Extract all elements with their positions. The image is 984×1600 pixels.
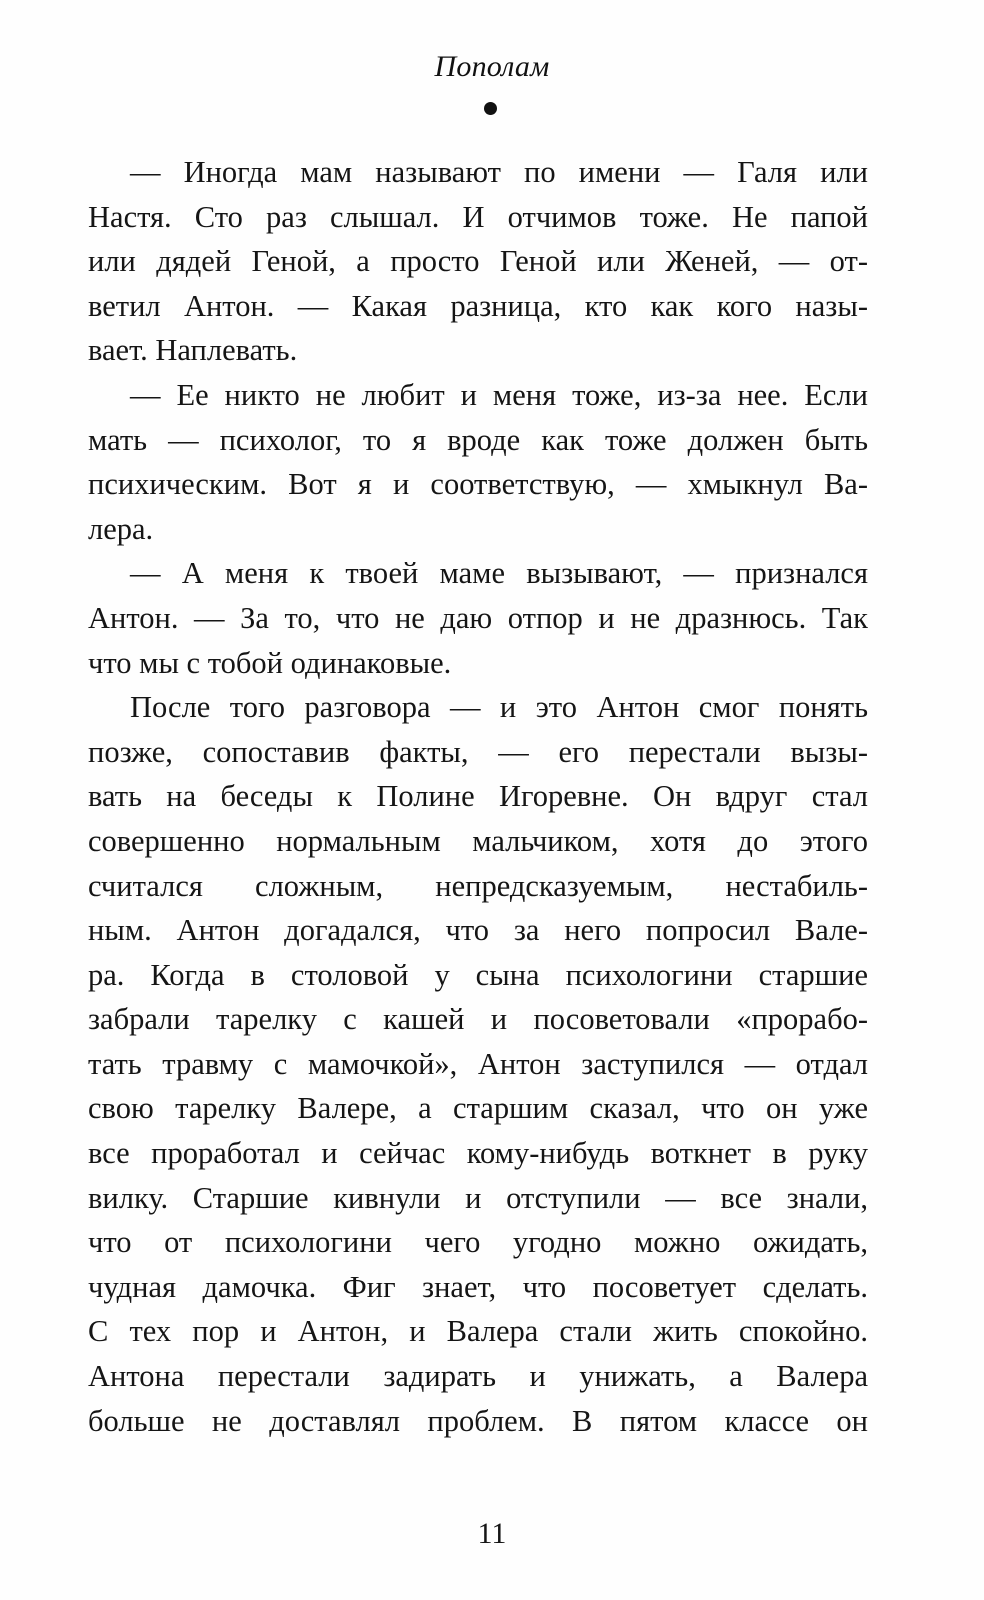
text-line: лера. [88, 511, 154, 546]
text-line: что от психологини чего угодно можно ожидать, [88, 1225, 868, 1260]
text-line: чудная дамочка. Фиг знает, что посоветует сделать. [88, 1269, 868, 1304]
text-line: считался сложным, непредсказуемым, нестабиль- [88, 868, 868, 903]
text-line: больше не доставлял проблем. В пятом классе он [88, 1403, 868, 1438]
text-line: С тех пор и Антон, и Валера стали жить спокойно. [88, 1314, 868, 1349]
text-line: свою тарелку Валере, а старшим сказал, что он уже [88, 1091, 868, 1126]
text-line: мать — психолог, то я вроде как тоже должен быть [88, 422, 868, 457]
text-line: вилку. Старшие кивнули и отступили — все знали, [88, 1180, 868, 1215]
text-line: что мы с тобой одинаковые. [88, 645, 452, 680]
text-line: психическим. Вот я и соответствую, — хмыкнул Ва- [88, 467, 868, 502]
text-line: совершенно нормальным мальчиком, хотя до этого [88, 823, 868, 858]
text-line: все проработал и сейчас кому-нибудь воткнет в руку [88, 1136, 868, 1171]
text-line: Антон. — За то, что не даю отпор и не дразнюсь. Так [88, 600, 868, 635]
page-number: 11 [477, 1517, 507, 1550]
bullet-ornament-icon [484, 102, 497, 115]
text-line: ра. Когда в столовой у сына психологини старшие [88, 957, 868, 992]
text-line: ным. Антон догадался, что за него попросил Вале- [88, 913, 868, 948]
text-line: — А меня к твоей маме вызывают, — признался [130, 556, 868, 591]
text-line: вает. Наплевать. [88, 333, 298, 368]
text-line: После того разговора — и это Антон смог понять [130, 690, 868, 725]
body-text [88, 150, 868, 1443]
text-line: вать на беседы к Полине Игоревне. Он вдруг стал [88, 779, 868, 814]
text-line: — Ее никто не любит и меня тоже, из-за нее. Если [130, 377, 868, 412]
text-line: Настя. Сто раз слышал. И отчимов тоже. Не папой [88, 199, 868, 234]
running-head: Пополам [434, 50, 550, 83]
text-line: или дядей Геной, а просто Геной или Женей, — от- [88, 244, 868, 279]
text-line: ветил Антон. — Какая разница, кто как кого назы- [88, 288, 868, 323]
text-line: забрали тарелку с кашей и посоветовали «прорабо- [88, 1002, 868, 1037]
text-line: позже, сопоставив факты, — его перестали вызы- [88, 734, 868, 769]
text-line: тать травму с мамочкой», Антон заступился — отдал [88, 1046, 868, 1081]
text-line: — Иногда мам называют по имени — Галя или [130, 155, 868, 189]
text-line: Антона перестали задирать и унижать, а Валера [88, 1359, 868, 1394]
